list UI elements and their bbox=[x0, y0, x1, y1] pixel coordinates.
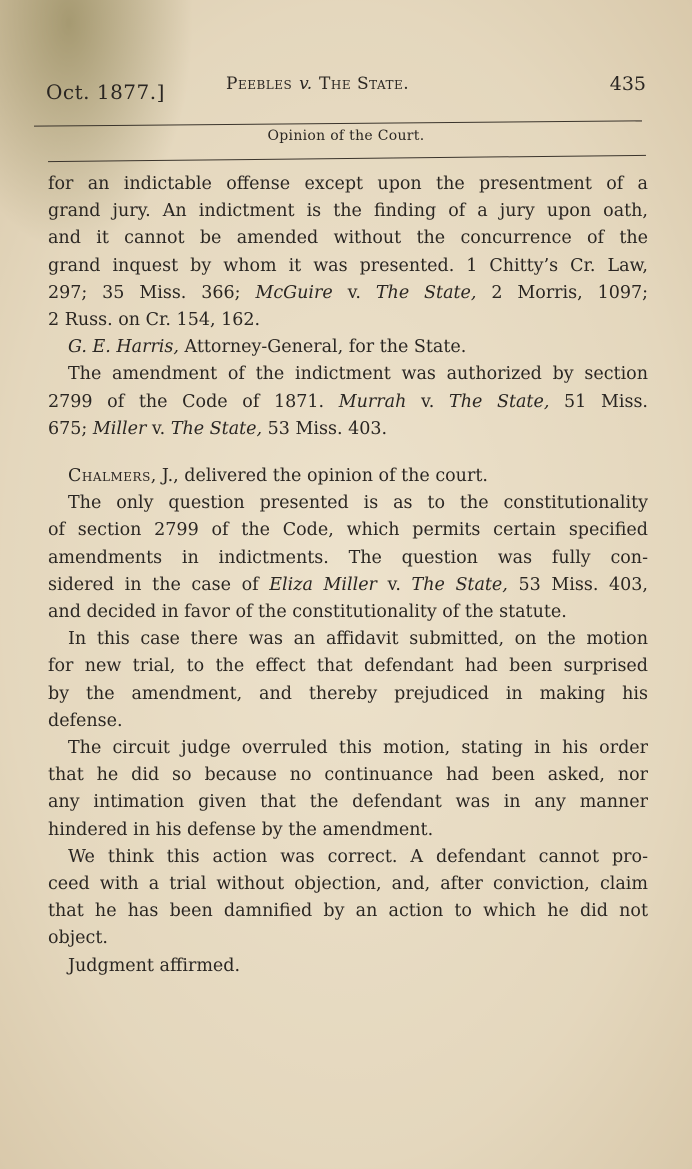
header-rule-top bbox=[34, 120, 642, 126]
header-rule-bottom bbox=[48, 155, 646, 162]
citation-line: 297; 35 Miss. 366; McGuire v. The State, 2 Morris, 1097; bbox=[48, 282, 649, 303]
text-line: of section 2799 of the Code, which permits certain specified bbox=[48, 520, 648, 541]
text-line: The circuit judge overruled this motion, stating in his order bbox=[68, 738, 648, 759]
counsel-name: G. E. Harris, bbox=[68, 337, 179, 358]
page-body bbox=[48, 171, 648, 980]
text-line: ceed with a trial without objection, and, after conviction, claim bbox=[48, 874, 648, 895]
text-line: 2 Russ. on Cr. 154, 162. bbox=[48, 310, 261, 331]
case-title-versus: v. bbox=[299, 74, 313, 94]
text-line: In this case there was an affidavit submitted, on the motion bbox=[68, 629, 648, 650]
section-subheading: Opinion of the Court. bbox=[267, 128, 425, 144]
citation-line: sidered in the case of Eliza Miller v. The State, 53 Miss. 403, bbox=[48, 574, 648, 595]
text-line: any intimation given that the defendant was in any manner bbox=[48, 792, 648, 813]
page-number: 435 bbox=[609, 73, 646, 95]
state-counsel-line: G. E. Harris, Attorney-General, for the State. bbox=[68, 337, 467, 358]
text-line: that he has been damnified by an action to which he did not bbox=[48, 901, 648, 922]
text-line: and decided in favor of the constitutionality of the statute. bbox=[48, 602, 567, 623]
text-line: We think this action was correct. A defendant cannot pro- bbox=[68, 846, 648, 867]
text-line: that he did so because no continuance had been asked, nor bbox=[48, 765, 648, 786]
case-title-right: The State. bbox=[319, 74, 410, 94]
citation-line: 2799 of the Code of 1871. Murrah v. The State, 51 Miss. bbox=[48, 391, 649, 412]
text-line: for an indictable offense except upon the presentment of a bbox=[48, 174, 648, 194]
text-line: and it cannot be amended without the concurrence of the bbox=[48, 228, 648, 249]
text-line: hindered in his defense by the amendment. bbox=[48, 819, 434, 840]
case-title-left: Peebles bbox=[226, 74, 293, 94]
judgment-line: Judgment affirmed. bbox=[68, 955, 241, 976]
text-line: amendments in indictments. The question was fully con- bbox=[48, 547, 648, 568]
text-line: The only question presented is as to the constitutionality bbox=[68, 493, 648, 514]
opinion-intro: Chalmers, J., delivered the opinion of the court. bbox=[68, 466, 488, 487]
paragraph-gap bbox=[48, 443, 648, 463]
text-line: by the amendment, and thereby prejudiced in making his bbox=[48, 683, 648, 704]
text-line: grand inquest by whom it was presented. 1 Chitty’s Cr. Law, bbox=[48, 255, 648, 276]
text-line: The amendment of the indictment was authorized by section bbox=[68, 364, 648, 385]
citation-line: 675; Miller v. The State, 53 Miss. 403. bbox=[48, 418, 388, 439]
header-date: Oct. 1877.] bbox=[46, 80, 165, 104]
text-line: for new trial, to the effect that defendant had been surprised bbox=[48, 656, 648, 677]
running-header bbox=[46, 70, 646, 102]
text-line: defense. bbox=[48, 710, 123, 731]
text-line: object. bbox=[48, 928, 108, 949]
judge-name: Chalmers bbox=[68, 466, 151, 487]
text-line: grand jury. An indictment is the finding of a jury upon oath, bbox=[48, 201, 648, 222]
case-title bbox=[226, 74, 409, 94]
